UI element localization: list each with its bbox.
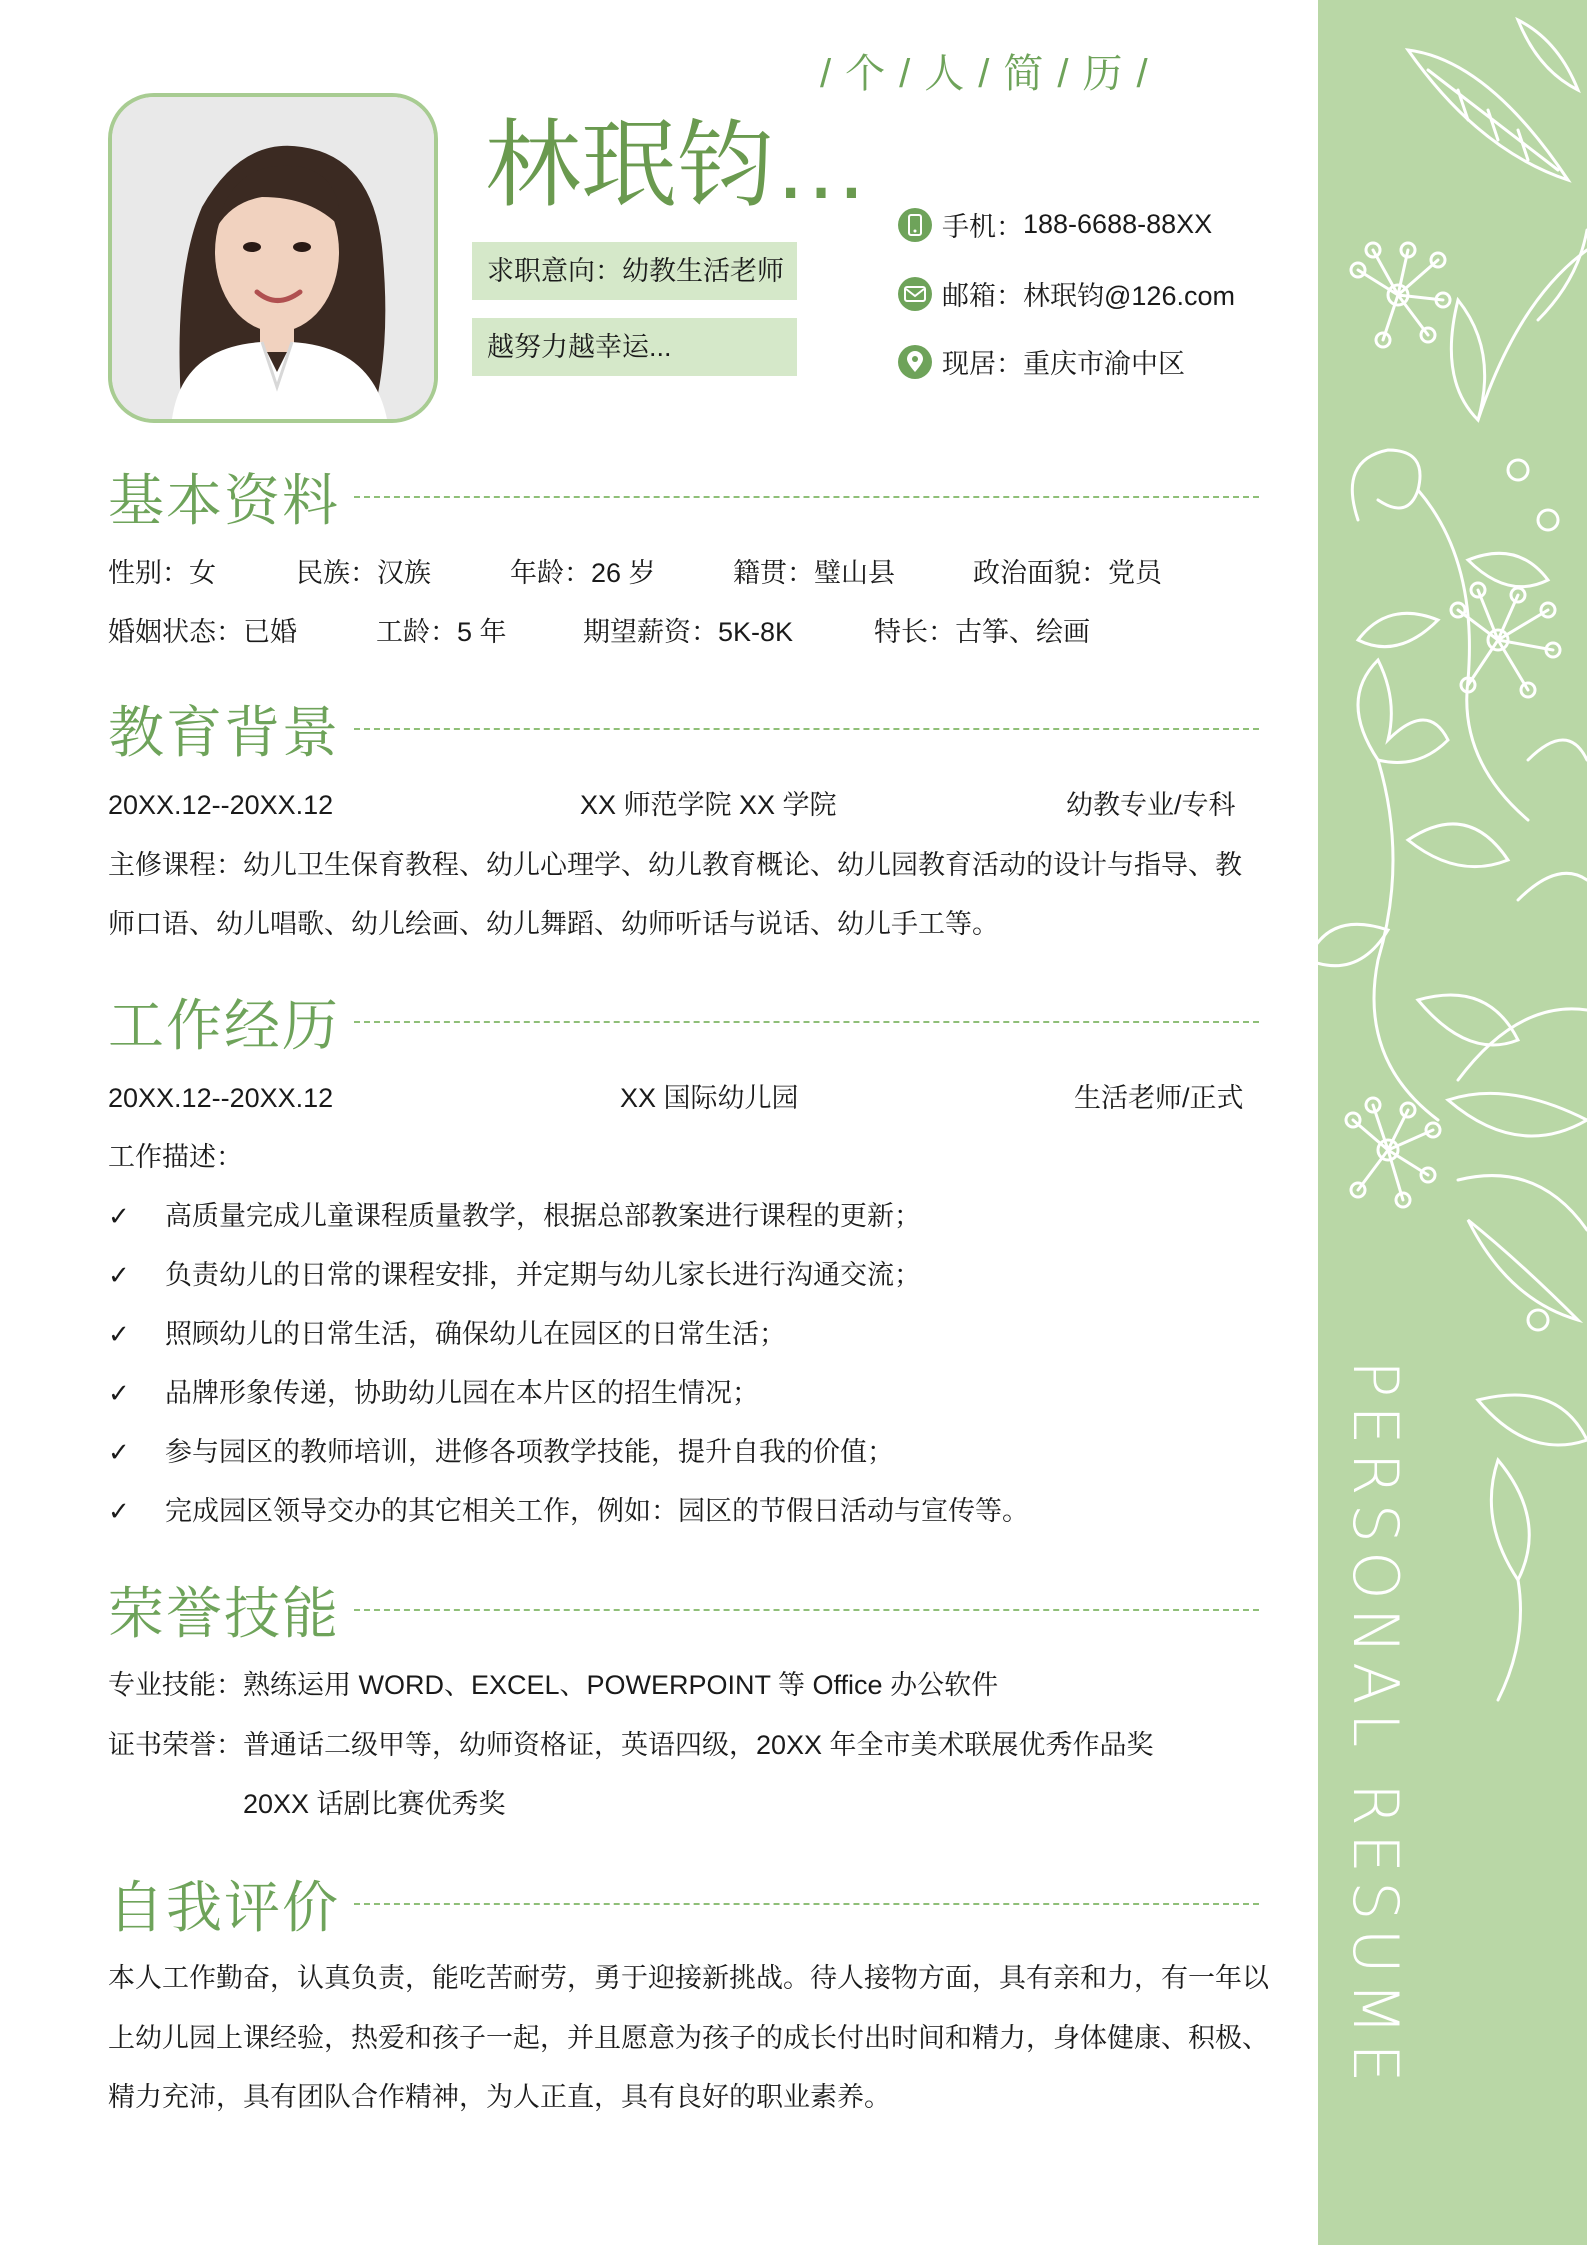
top-title-char: 简: [1003, 52, 1048, 96]
work-item: 照顾幼儿的日常生活，确保幼儿在园区的日常生活；: [165, 1319, 786, 1349]
self-eval-line3: 精力充沛，具有团队合作精神，为人正直，具有良好的职业素养。: [108, 2082, 891, 2112]
check-icon: ✓: [108, 1437, 130, 1467]
top-title-char: 个: [845, 52, 890, 96]
check-icon: ✓: [108, 1496, 130, 1526]
self-eval-line2: 上幼儿园上课经验，热爱和孩子一起，并且愿意为孩子的成长付出时间和精力，身体健康、积极、: [108, 2023, 1269, 2053]
edu-major: 幼教专业/专科: [1066, 790, 1236, 820]
job-intention-box: [472, 242, 797, 300]
honors-cert-line2: 20XX 话剧比赛优秀奖: [243, 1789, 506, 1819]
work-position: 生活老师/正式: [1074, 1083, 1244, 1113]
location-icon: [898, 345, 932, 379]
check-icon: ✓: [108, 1201, 130, 1231]
contact-phone: [898, 205, 1212, 244]
contact-location: [898, 342, 1185, 381]
contact-phone-value: 188-6688-88XX: [1023, 209, 1213, 239]
contact-location-value: 重庆市渝中区: [1023, 349, 1185, 379]
top-title-char: 人: [924, 52, 969, 96]
mail-icon: [898, 277, 932, 311]
basic-gender: 性别：女: [108, 558, 216, 588]
basic-age: 年龄：26 岁: [510, 558, 656, 588]
section-education: [108, 697, 1259, 764]
section-divider: [354, 1021, 1259, 1023]
section-divider: [354, 496, 1259, 498]
edu-period: 20XX.12--20XX.12: [108, 790, 334, 820]
edu-courses-line2: 师口语、幼儿唱歌、幼儿绘画、幼儿舞蹈、幼师听话与说话、幼儿手工等。: [108, 909, 999, 939]
phone-icon: [898, 208, 932, 242]
section-basic-info: [108, 465, 1259, 532]
motto-text: 越努力越幸运...: [487, 332, 672, 362]
basic-political: 政治面貌：党员: [973, 558, 1162, 588]
section-divider: [354, 1903, 1259, 1905]
edu-school: XX 师范学院 XX 学院: [580, 790, 837, 820]
section-self-evaluation: [108, 1872, 1259, 1939]
contact-email-value: 林珉钧@126.com: [1023, 281, 1235, 311]
honors-skills: 专业技能：熟练运用 WORD、EXCEL、POWERPOINT 等 Office 办公软件: [108, 1670, 999, 1700]
work-item: 完成园区领导交办的其它相关工作，例如：园区的节假日活动与宣传等。: [165, 1496, 1029, 1526]
candidate-name: 林珉钧…: [485, 112, 869, 219]
job-intention-text: 求职意向：幼教生活老师: [487, 256, 784, 286]
self-eval-line1: 本人工作勤奋，认真负责，能吃苦耐劳，勇于迎接新挑战。待人接物方面，具有亲和力，有一年以: [108, 1963, 1269, 1993]
motto-box: [472, 318, 797, 376]
check-icon: ✓: [108, 1319, 130, 1349]
work-item: 参与园区的教师培训，进修各项教学技能，提升自我的价值；: [165, 1437, 894, 1467]
basic-work-years: 工龄：5 年: [376, 617, 507, 647]
section-title: 基本资料: [108, 469, 340, 532]
work-period: 20XX.12--20XX.12: [108, 1083, 334, 1113]
basic-marital: 婚姻状态：已婚: [108, 617, 297, 647]
basic-ethnicity: 民族：汉族: [296, 558, 431, 588]
basic-salary: 期望薪资：5K-8K: [583, 617, 794, 647]
check-icon: ✓: [108, 1260, 130, 1290]
section-title: 教育背景: [108, 701, 340, 764]
top-title-char: 历: [1082, 52, 1127, 96]
honors-cert-line1: 证书荣誉：普通话二级甲等，幼师资格证，英语四级，20XX 年全市美术联展优秀作品奖: [108, 1730, 1154, 1760]
basic-hometown: 籍贯：璧山县: [733, 558, 895, 588]
contact-email: [898, 274, 1235, 313]
section-title: 荣誉技能: [108, 1582, 340, 1645]
portrait-image: [112, 97, 434, 419]
work-item: 高质量完成儿童课程质量教学，根据总部教案进行课程的更新；: [165, 1201, 921, 1231]
work-item: 品牌形象传递，协助幼儿园在本片区的招生情况；: [165, 1378, 759, 1408]
edu-courses-line1: 主修课程：幼儿卫生保育教程、幼儿心理学、幼儿教育概论、幼儿园教育活动的设计与指导、教: [108, 850, 1242, 880]
work-desc-label: 工作描述：: [108, 1142, 243, 1172]
work-company: XX 国际幼儿园: [620, 1083, 799, 1113]
section-work: [108, 990, 1259, 1057]
contact-email-label: 邮箱：: [942, 281, 1023, 311]
contact-phone-label: 手机：: [942, 212, 1023, 242]
check-icon: ✓: [108, 1378, 130, 1408]
section-honors: [108, 1578, 1259, 1645]
personal-resume-vertical-text: PERSONAL RESUME: [1339, 1360, 1412, 2091]
resume-top-title: / 个 / 人 / 简 / 历 /: [820, 52, 1152, 96]
section-divider: [354, 728, 1259, 730]
section-title: 自我评价: [108, 1876, 340, 1939]
section-divider: [354, 1609, 1259, 1611]
basic-specialty: 特长：古筝、绘画: [874, 617, 1090, 647]
work-item: 负责幼儿的日常的课程安排，并定期与幼儿家长进行沟通交流；: [165, 1260, 921, 1290]
section-title: 工作经历: [108, 994, 340, 1057]
profile-photo: [108, 93, 438, 423]
contact-location-label: 现居：: [942, 349, 1023, 379]
